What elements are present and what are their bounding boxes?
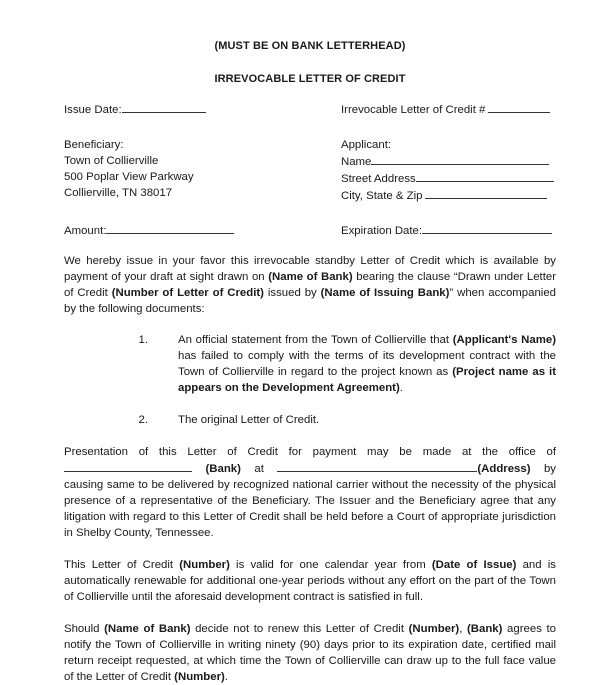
expiration-blank	[422, 222, 552, 234]
issue-date-field	[64, 101, 319, 118]
p3-text-c: is valid for one calendar year from	[229, 559, 432, 571]
applicant-name-blank	[371, 153, 549, 165]
letter-number-label: Irrevocable Letter of Credit #	[341, 104, 486, 116]
p2-bold-bank: (Bank)	[205, 463, 241, 475]
document-item-2	[64, 412, 556, 428]
amount-row	[64, 222, 556, 239]
applicant-street-blank	[416, 170, 554, 182]
item-1-text-c: has failed to comply with the terms of its development contract with the Town of Collierville in regard to the project known as	[178, 350, 556, 378]
p4-bold-number-2: (Number)	[174, 671, 225, 683]
document-title: IRREVOCABLE LETTER OF CREDIT	[214, 73, 406, 85]
applicant-label: Applicant:	[341, 139, 392, 151]
p3-text-a: This Letter of Credit	[64, 559, 180, 571]
item-1-number: 1.	[138, 334, 148, 346]
p2-text-a: Presentation of this Letter of Credit for payment may be made at the office of	[64, 446, 556, 458]
p3-bold-number: (Number)	[179, 559, 230, 571]
expiration-label: Expiration Date:	[341, 225, 423, 237]
issue-date-label: Issue Date:	[64, 104, 122, 116]
p3-text-e: and is automatically renewable for additional one-year periods without any effort on the part of the Town of Collierville until the aforesaid development contract is satisfied in full.	[64, 559, 556, 603]
amount-label: Amount:	[64, 225, 107, 237]
p4-bold-bank: (Name of Bank)	[104, 623, 191, 635]
p4-bold-number: (Number)	[408, 623, 460, 635]
p1-text-a: We hereby issue in your favor this irrevocable standby Letter of Credit which is available by payment of your draft at sight drawn on	[64, 255, 556, 283]
document-item-1	[64, 332, 556, 396]
beneficiary-line-2: 500 Poplar View Parkway	[64, 171, 194, 183]
p1-bold-bank: (Name of Bank)	[268, 271, 353, 283]
p1-bold-number: (Number of Letter of Credit)	[111, 287, 264, 299]
issue-row	[64, 101, 556, 118]
p1-text-c: bearing the clause “Drawn under Letter of Credit	[64, 271, 556, 299]
paragraph-validity	[64, 557, 556, 605]
p1-text-e: issued by	[263, 287, 321, 299]
applicant-city-label: City, State & Zip	[341, 190, 423, 202]
letterhead-note: (MUST BE ON BANK LETTERHEAD)	[214, 40, 406, 52]
p4-text-a: Should	[64, 623, 105, 635]
applicant-city-field	[341, 187, 556, 204]
p2-text-e: by causing same to be delivered by recognized national carrier without the necessity of the physical presence of a representative of the Beneficiary. The Issuer and the Beneficiary agree that any litigation with regard to this Letter of Credit shall be held before a Court of appropriate jurisdiction in Shelby County, Tennessee.	[64, 463, 556, 539]
item-2-number: 2.	[138, 414, 148, 426]
paragraph-renewal	[64, 621, 556, 685]
parties-row	[64, 137, 556, 204]
p2-address-blank	[277, 460, 477, 472]
applicant-street-field	[341, 170, 556, 187]
item-1-text-e: .	[399, 382, 403, 394]
applicant-name-label: Name	[341, 156, 372, 168]
paragraph-presentation	[64, 444, 556, 541]
p4-bold-bank-2: (Bank)	[467, 623, 503, 635]
item-1-text-a: An official statement from the Town of Collierville that	[178, 334, 453, 346]
beneficiary-label: Beneficiary:	[64, 139, 124, 151]
item-1-bold-project: (Project name as it appears on the Development Agreement)	[178, 366, 556, 394]
applicant-name-field	[341, 153, 556, 170]
item-1-text	[178, 332, 556, 396]
p2-text-c: at	[240, 463, 278, 475]
p1-bold-issuing-bank: (Name of Issuing Bank)	[320, 287, 450, 299]
p4-text-e: ,	[459, 623, 467, 635]
p2-bold-address: (Address)	[477, 463, 531, 475]
p4-text-c: decide not to renew this Letter of Credit	[190, 623, 409, 635]
p1-text-g: ” when accompanied by the following documents:	[64, 287, 556, 315]
issue-date-blank	[122, 101, 206, 113]
letter-number-field	[341, 101, 556, 118]
p4-text-i: .	[224, 671, 228, 683]
p2-bank-blank	[64, 460, 192, 472]
applicant-street-label: Street Address	[341, 173, 416, 185]
applicant-block	[341, 137, 556, 204]
p3-bold-date: (Date of Issue)	[431, 559, 517, 571]
item-2-text: The original Letter of Credit.	[178, 414, 320, 426]
beneficiary-line-1: Town of Collierville	[64, 155, 159, 167]
item-1-bold-applicant: (Applicant's Name)	[452, 334, 556, 346]
letter-number-blank	[488, 101, 550, 113]
applicant-city-blank	[425, 187, 547, 199]
amount-blank	[106, 222, 234, 234]
beneficiary-block	[64, 137, 319, 204]
paragraph-issuance	[64, 253, 556, 317]
p4-text-g: agrees to notify the Town of Collierville in writing ninety (90) days prior to its expiration date, certified mail return receipt requested, at which time the Town of Collierville can draw up to the full face value of the Letter of Credit	[64, 623, 556, 683]
expiration-field	[341, 222, 556, 239]
beneficiary-line-3: Collierville, TN 38017	[64, 187, 173, 199]
amount-field	[64, 222, 319, 239]
